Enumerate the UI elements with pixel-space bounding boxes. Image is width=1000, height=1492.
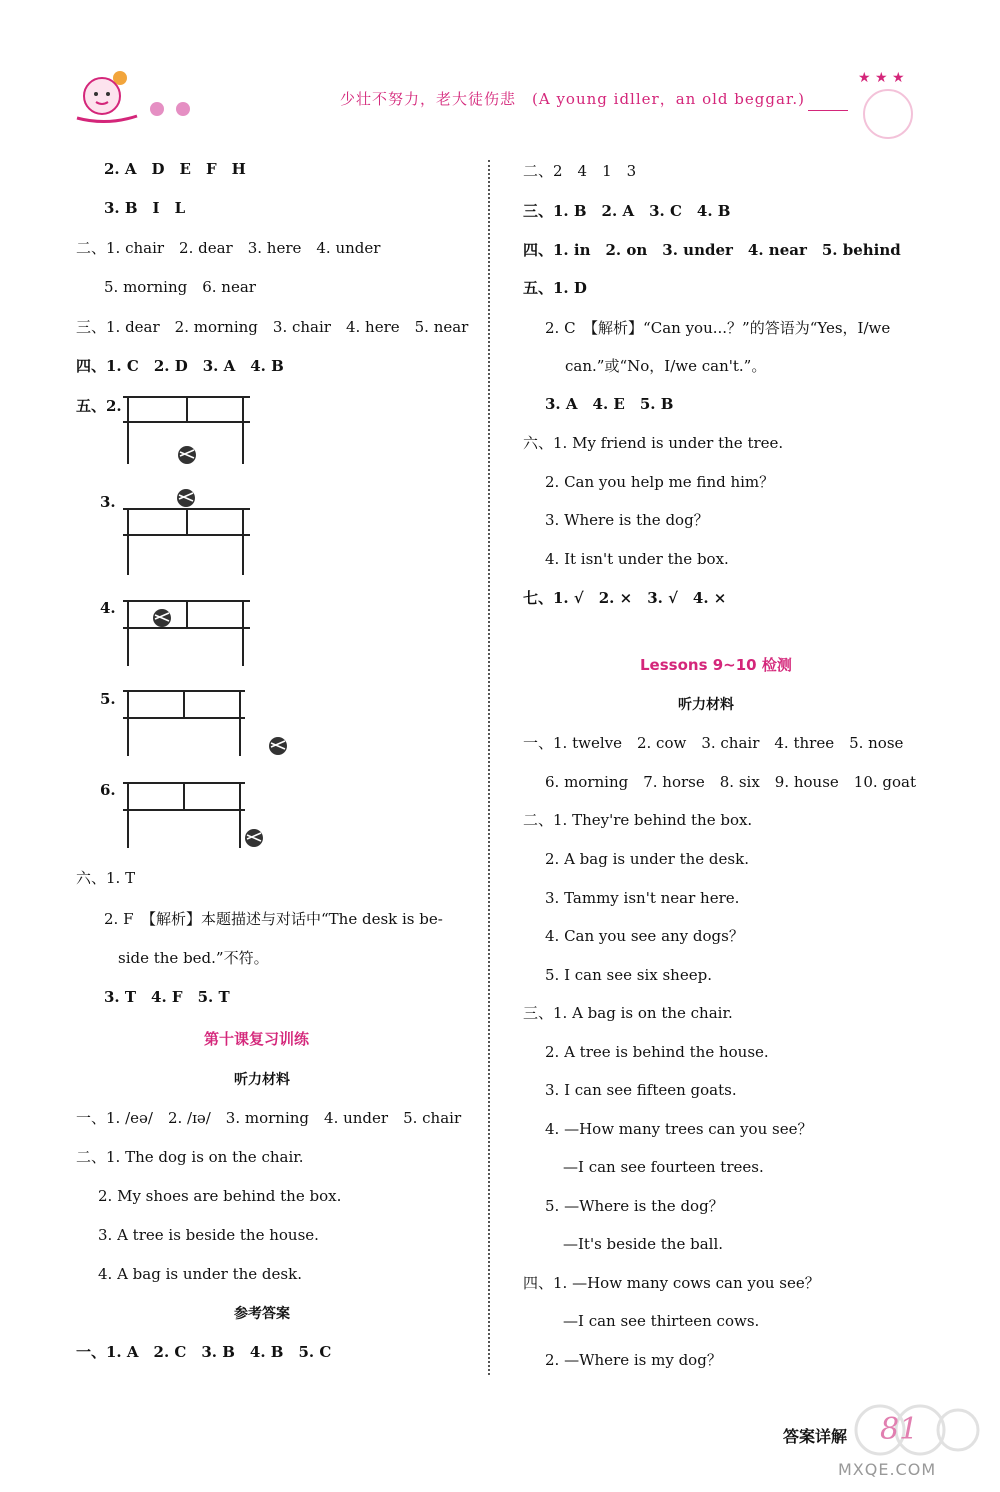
left-line: 4. A bag is under the desk.	[98, 1265, 302, 1283]
right-line: can.”或“No，I/we can't.”。	[565, 357, 767, 375]
right-line: —It's beside the ball.	[563, 1235, 724, 1253]
desk-ball-diagram	[120, 780, 280, 852]
left-line: side the bed.”不符。	[118, 949, 269, 967]
right-line: 4. Can you see any dogs？	[545, 927, 744, 945]
left-line: 2. F 【解析】本题描述与对话中“The desk is be-	[104, 910, 443, 928]
left-line: 3. A tree is beside the house.	[98, 1226, 319, 1244]
right-line: 一、1. twelve 2. cow 3. chair 4. three 5. nose	[523, 734, 904, 752]
right-line: 2. A tree is behind the house.	[545, 1043, 769, 1061]
diagram-label: 6.	[100, 781, 116, 799]
svg-text:★ ★ ★: ★ ★ ★	[858, 70, 905, 86]
desk-ball-diagram	[120, 598, 260, 670]
right-line: 2. Can you help me find him？	[545, 473, 775, 491]
stars-icon	[848, 64, 928, 148]
header-rule	[808, 110, 848, 111]
right-line: 3. I can see fifteen goats.	[545, 1081, 737, 1099]
lesson10-title: 第十课复习训练	[204, 1030, 310, 1048]
right-line: 五、1. D	[523, 279, 587, 297]
decor-dot	[176, 102, 190, 116]
right-line: 二、2 4 1 3	[523, 162, 637, 180]
right-line: 3. A 4. E 5. B	[545, 395, 674, 413]
right-line: 4. —How many trees can you see？	[545, 1120, 813, 1138]
right-line: 三、1. B 2. A 3. C 4. B	[523, 202, 731, 220]
decor-dot	[150, 102, 164, 116]
left-line: 四、1. C 2. D 3. A 4. B	[76, 357, 284, 375]
right-line: 6. morning 7. horse 8. six 9. house 10. goat	[545, 773, 917, 791]
diagram-label: 3.	[100, 493, 116, 511]
right-line: 2. C 【解析】“Can you...？”的答语为“Yes，I/we	[545, 319, 891, 337]
mascot-logo	[72, 68, 142, 132]
left-line: 5. morning 6. near	[104, 278, 256, 296]
right-line: 2. —Where is my dog？	[545, 1351, 722, 1369]
desk-ball-diagram	[120, 392, 260, 472]
right-line: 3. Tammy isn't near here.	[545, 889, 740, 907]
left-line: 三、1. dear 2. morning 3. chair 4. here 5. near	[76, 318, 469, 336]
lessons-9-10-title: Lessons 9~10 检测	[640, 656, 792, 674]
right-line: —I can see thirteen cows.	[563, 1312, 760, 1330]
right-line: 四、1. —How many cows can you see？	[523, 1274, 820, 1292]
right-line: 七、1. √ 2. × 3. √ 4. ×	[523, 589, 727, 607]
right-line: 二、1. They're behind the box.	[523, 811, 753, 829]
diagram-label: 五、2.	[76, 397, 122, 415]
left-line: 3. T 4. F 5. T	[104, 988, 230, 1006]
left-line: 2. A D E F H	[104, 160, 246, 178]
left-line: 二、1. The dog is on the chair.	[76, 1148, 304, 1166]
left-line: 六、1. T	[76, 869, 136, 887]
left-line: 一、1. /eə/ 2. /ɪə/ 3. morning 4. under 5. chair	[76, 1109, 462, 1127]
left-line: 二、1. chair 2. dear 3. here 4. under	[76, 239, 381, 257]
right-line: 5. —Where is the dog？	[545, 1197, 724, 1215]
right-line: —I can see fourteen trees.	[563, 1158, 764, 1176]
left-line: 3. B I L	[104, 199, 186, 217]
header-motto: 少壮不努力，老大徒伤悲 (A young idller，an old beggar.)	[340, 90, 806, 108]
page-number: 81	[880, 1412, 919, 1447]
right-line: 四、1. in 2. on 3. under 4. near 5. behind	[523, 241, 901, 259]
right-line: 2. A bag is under the desk.	[545, 850, 749, 868]
right-line: 3. Where is the dog？	[545, 511, 709, 529]
right-line: 5. I can see six sheep.	[545, 966, 712, 984]
footer-label: 答案详解	[783, 1427, 848, 1446]
watermark-text: MXQE.COM	[838, 1460, 937, 1479]
right-line: 4. It isn't under the box.	[545, 550, 729, 568]
listening-title: 听力材料	[678, 697, 734, 713]
left-line: 一、1. A 2. C 3. B 4. B 5. C	[76, 1343, 332, 1361]
column-divider	[488, 160, 490, 1375]
answers-title: 参考答案	[234, 1306, 290, 1322]
left-line: 2. My shoes are behind the box.	[98, 1187, 342, 1205]
desk-ball-diagram	[120, 485, 260, 580]
listening-title: 听力材料	[234, 1072, 290, 1088]
diagram-label: 5.	[100, 690, 116, 708]
desk-ball-diagram	[120, 688, 300, 763]
diagram-label: 4.	[100, 599, 116, 617]
right-line: 六、1. My friend is under the tree.	[523, 434, 784, 452]
right-line: 三、1. A bag is on the chair.	[523, 1004, 733, 1022]
